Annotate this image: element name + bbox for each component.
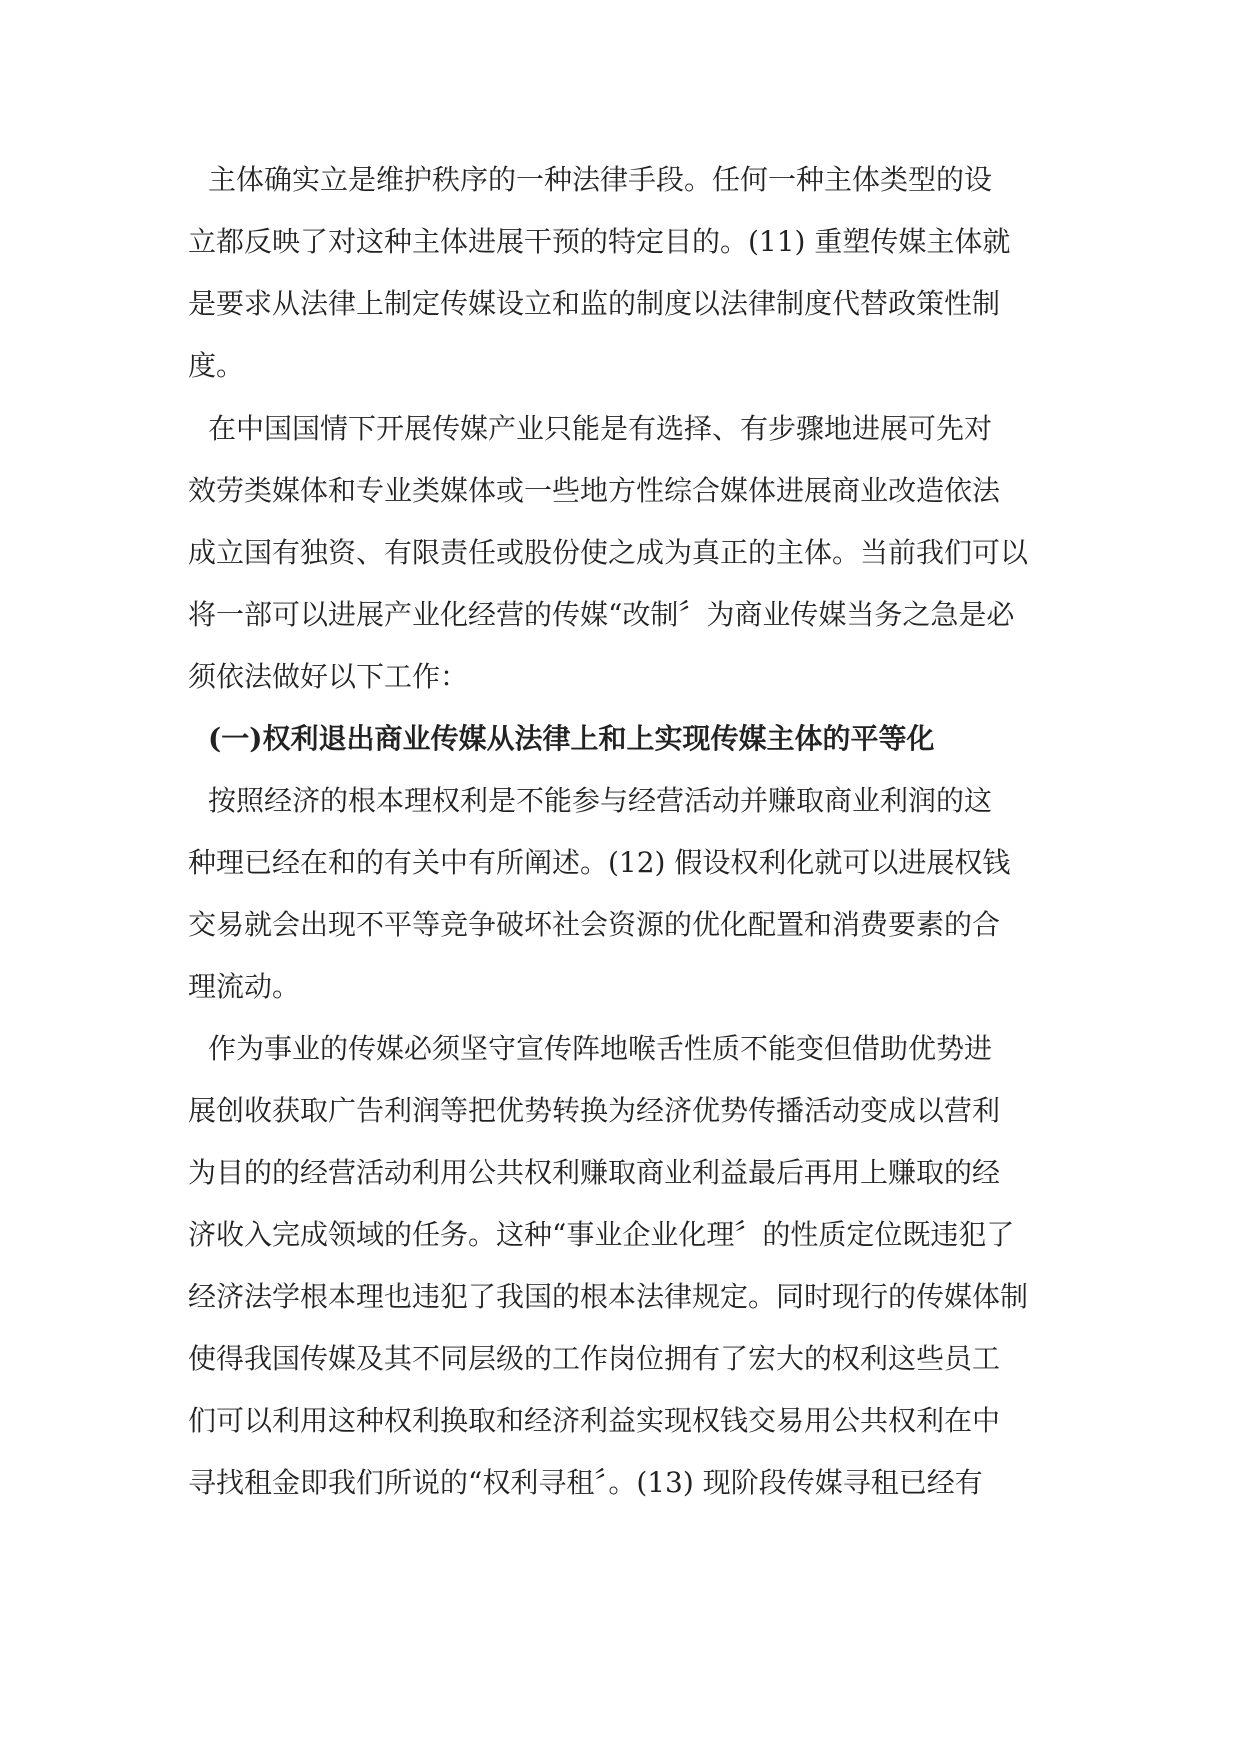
text-line-5: 在中国国情下开展传媒产业只能是有选择、有步骤地进展可先对	[208, 412, 993, 445]
text-line-21: 们可以利用这种权利换取和经济利益实现权钱交易用公共权利在中	[188, 1404, 1001, 1437]
text-line-22: 寻找租金即我们所说的“权利寻租〞。(13) 现阶段传媒寻租已经有	[188, 1466, 983, 1499]
text-line-3: 是要求从法律上制定传媒设立和监的制度以法律制度代替政策性制	[188, 287, 1001, 320]
text-line-16: 展创收获取广告利润等把优势转换为经济优势传播活动变成以营利	[188, 1094, 1001, 1127]
text-line-15: 作为事业的传媒必须坚守宣传阵地喉舌性质不能变但借助优势进	[208, 1032, 993, 1065]
text-line-7: 成立国有独资、有限责任或股份使之成为真正的主体。当前我们可以	[188, 536, 1029, 569]
text-line-1: 主体确实立是维护秩序的一种法律手段。任何一种主体类型的设	[208, 163, 993, 196]
text-line-8: 将一部可以进展产业化经营的传媒“改制〞为商业传媒当务之急是必	[188, 598, 1015, 631]
text-line-12: 种理已经在和的有关中有所阐述。(12) 假设权利化就可以进展权钱	[188, 846, 1011, 879]
text-line-17: 为目的的经营活动利用公共权利赚取商业利益最后再用上赚取的经	[188, 1156, 1001, 1189]
text-line-4: 度。	[188, 349, 245, 382]
text-line-14: 理流动。	[188, 970, 301, 1003]
text-line-2: 立都反映了对这种主体进展干预的特定目的。(11) 重塑传媒主体就	[188, 225, 1011, 258]
text-line-6: 效劳类媒体和专业类媒体或一些地方性综合媒体进展商业改造依法	[188, 474, 1001, 507]
text-line-19: 经济法学根本理也违犯了我国的根本法律规定。同时现行的传媒体制	[188, 1280, 1029, 1313]
text-line-20: 使得我国传媒及其不同层级的工作岗位拥有了宏大的权利这些员工	[188, 1342, 1001, 1375]
section-heading: (一)权利退出商业传媒从法律上和上实现传媒主体的平等化	[208, 722, 935, 755]
text-line-18: 济收入完成领域的任务。这种“事业企业化理〞的性质定位既违犯了	[188, 1218, 1015, 1251]
text-line-9: 须依法做好以下工作：	[188, 660, 469, 693]
text-line-13: 交易就会出现不平等竞争破坏社会资源的优化配置和消费要素的合	[188, 908, 1001, 941]
text-line-11: 按照经济的根本理权利是不能参与经营活动并赚取商业利润的这	[208, 784, 993, 817]
